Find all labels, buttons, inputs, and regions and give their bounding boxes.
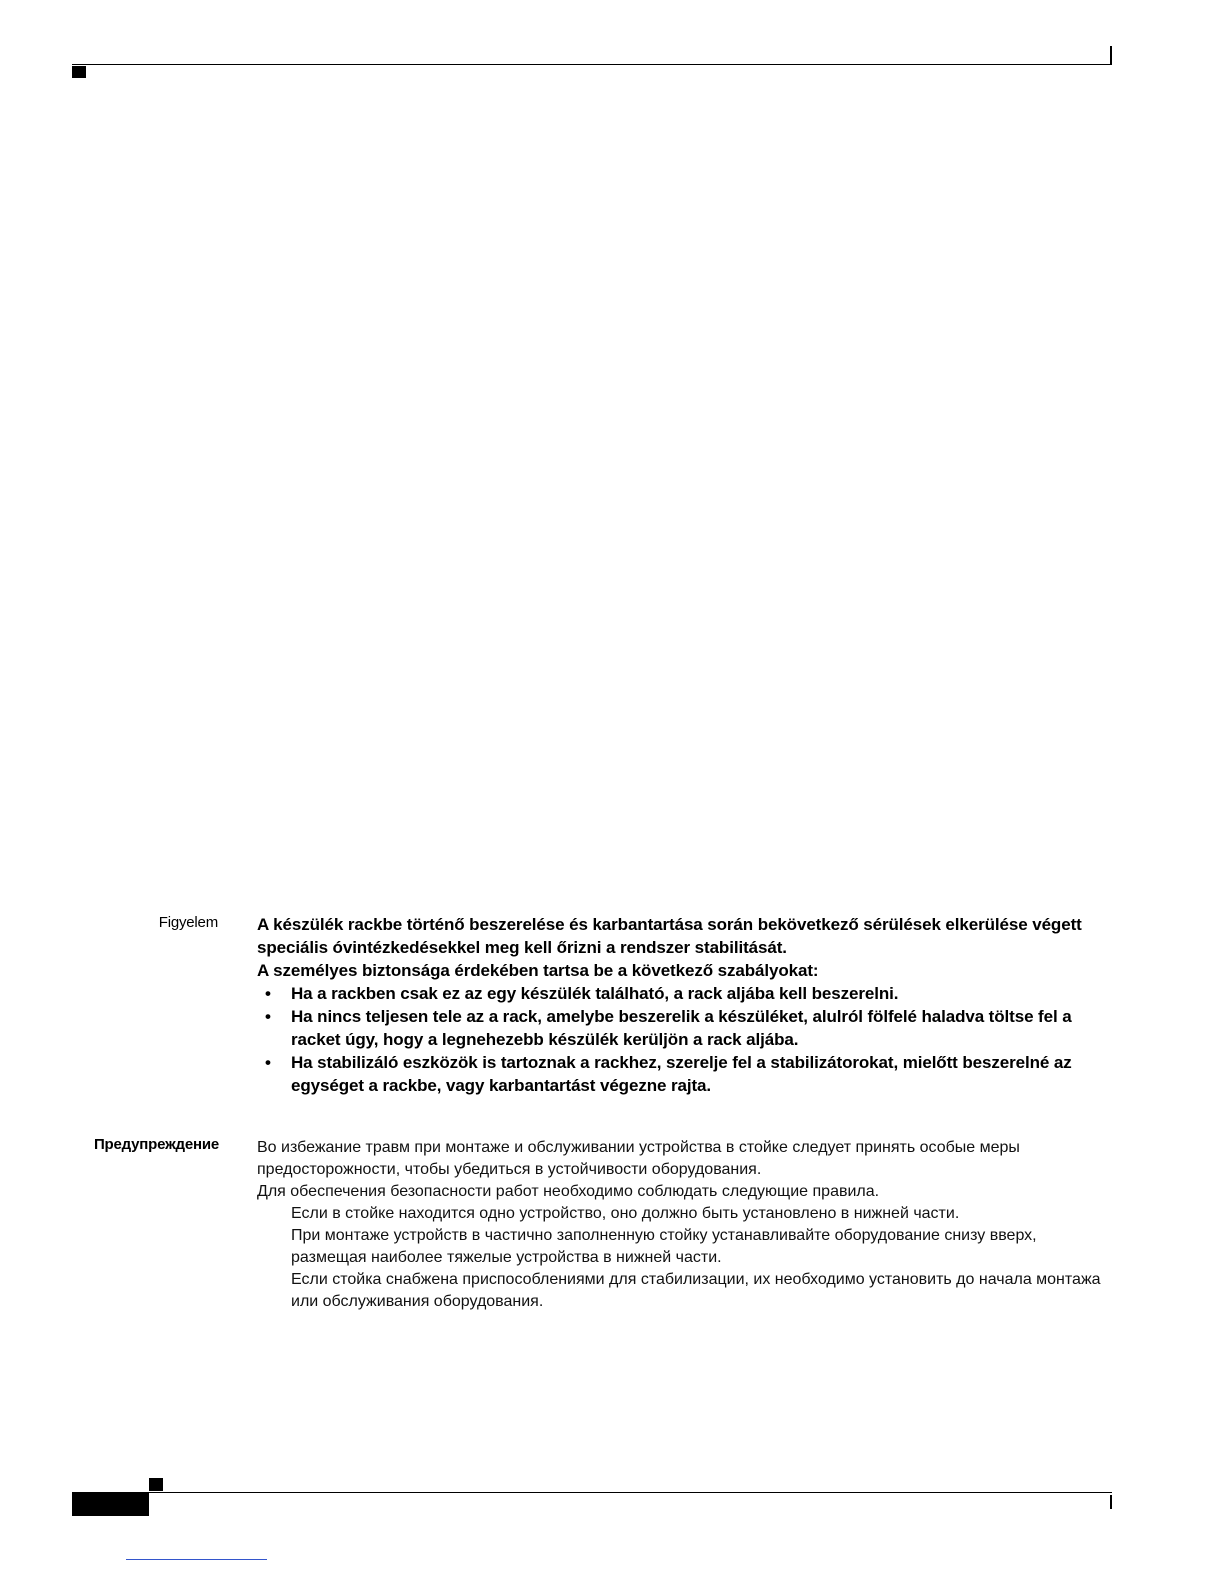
warning-intro-russian: Во избежание травм при монтаже и обслуживании устройства в стойке следует принять особые меры предосторожности, чтобы убедиться в устойчивости оборудования. [257,1139,1020,1178]
warning-body-russian [257,1137,1107,1313]
footer-square-marker [149,1478,163,1491]
list-item: Если стойка снабжена приспособлениями для стабилизации, их необходимо установить до начала монтажа или обслуживания оборудования. [291,1271,1101,1310]
warning-label-russian: Предупреждение [93,1136,219,1153]
header-tick-mark [1110,46,1112,64]
footer-tick-mark [1110,1495,1112,1509]
footer-link-underline[interactable] [126,1559,267,1560]
footer-page-number-block [72,1492,149,1516]
list-item: • Ha a rackben csak ez az egy készülék található, a rack aljába kell beszerelni. [257,982,1097,1005]
warning-label-hungarian: Figyelem [158,914,218,931]
list-item: • Ha stabilizáló eszközök is tartoznak a rackhez, szerelje fel a stabilizátorokat, mielőtt beszerelné az egységet a rackbe, vagy karbantartást végezne rajta. [257,1051,1097,1097]
footer-rule [72,1492,1112,1493]
header-rule [72,64,1112,65]
warning-intro-hungarian: A készülék rackbe történő beszerelése és karbantartása során bekövetkező sérülések elkerülése végett speciális óvintézkedésekkel meg kell őrizni a rendszer stabilitását. [257,915,1082,957]
warning-rules-list-russian [257,1203,1107,1313]
warning-rules-list-hungarian [257,982,1097,1097]
list-item: При монтаже устройств в частично заполненную стойку устанавливайте оборудование снизу вверх, размещая наиболее тяжелые устройства в нижней части. [291,1227,1037,1266]
warning-body-hungarian [257,913,1097,1097]
warning-rules-intro-russian: Для обеспечения безопасности работ необходимо соблюдать следующие правила. [257,1183,880,1200]
list-item: Если в стойке находится одно устройство, оно должно быть установлено в нижней части. [291,1205,960,1222]
warning-rules-intro-hungarian: A személyes biztonsága érdekében tartsa be a következő szabályokat: [257,961,819,980]
header-square-marker [72,66,86,78]
list-item: • Ha nincs teljesen tele az a rack, amelybe beszerelik a készüléket, alulról fölfelé haladva töltse fel a racket úgy, hogy a legnehezebb készülék kerüljön a rack aljába. [257,1005,1097,1051]
